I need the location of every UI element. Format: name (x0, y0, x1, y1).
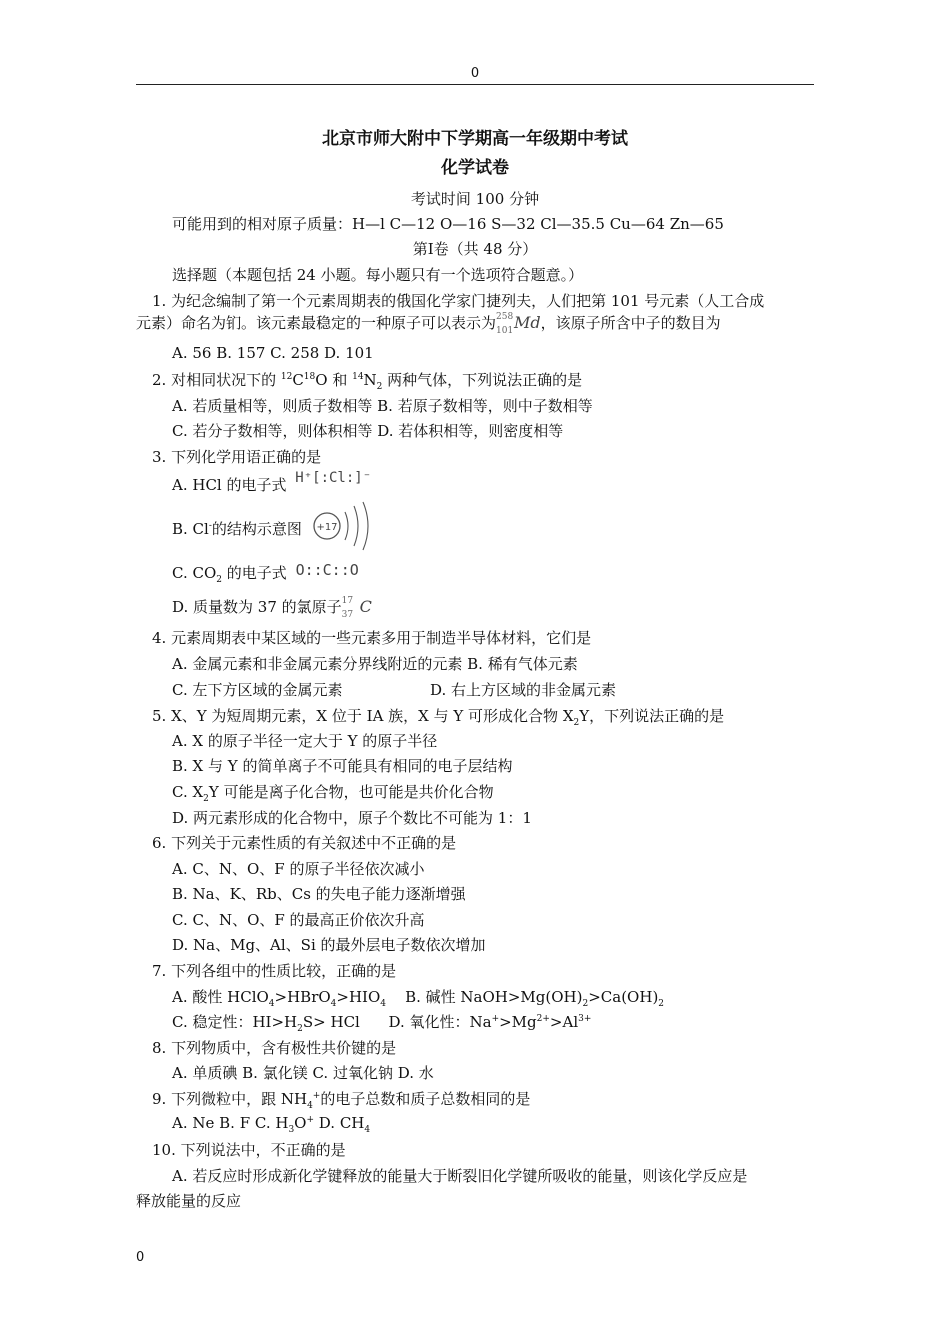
q3-option-d: D. 质量数为 37 的氯原子 17 37 C (172, 596, 372, 620)
q1-isotope-symbol: Md (514, 313, 541, 332)
q1-stem-line1: 1. 为纪念编制了第一个元素周期表的俄国化学家门捷列夫，人们把第 101 号元素（人工合成 (152, 292, 765, 310)
q6-option-a: A. C、N、O、F 的原子半径依次减小 (172, 860, 425, 878)
q6-option-c: C. C、N、O、F 的最高正价依次升高 (172, 911, 425, 929)
q3-nucleus-label: +17 (316, 522, 338, 533)
q2-options-ab: A. 若质量相等，则质子数相等 B. 若原子数相等，则中子数相等 (172, 397, 593, 415)
q7-stem: 7. 下列各组中的性质比较，正确的是 (152, 962, 397, 980)
exam-title: 北京市师大附中下学期高一年级期中考试 (322, 129, 628, 149)
q3-option-b: B. Cl-的结构示意图 +17 (172, 504, 373, 556)
q3-co2-electron-formula: O::C::O (295, 561, 359, 579)
q9-stem: 9. 下列微粒中，跟 $NH_4^+$的电子总数和质子总数相同的是 (152, 1090, 531, 1111)
q4-option-c: C. 左下方区域的金属元素 (172, 681, 343, 699)
atomic-masses: 可能用到的相对原子质量：H—l C—12 O—16 S—32 Cl—35.5 Cu—64 Zn—65 (172, 215, 724, 233)
q3-stem: 3. 下列化学用语正确的是 (152, 448, 322, 466)
q5-option-c: C. $X_2Y$ 可能是离子化合物，也可能是共价化合物 (172, 783, 494, 804)
exam-time: 考试时间 100 分钟 (410, 190, 540, 208)
exam-subtitle: 化学试卷 (441, 158, 509, 178)
q3-option-a: A. HCl 的电子式 H⁺[:Cl:]⁻ (172, 470, 372, 494)
q9-options: A. Ne B. F C. $H_3O^+$ D. $CH_4$ (172, 1114, 371, 1135)
q3-option-c: C. $CO_2$ 的电子式 O::C::O (172, 561, 359, 585)
q5-option-b: B. X 与 Y 的简单离子不可能具有相同的电子层结构 (172, 757, 513, 775)
part-heading: 第Ⅰ卷（共 48 分） (412, 240, 538, 258)
q2-stem: 2. 对相同状况下的 $^{12}C^{18}O$ 和 $^{14}N_2$ 两种气体，下列说法正确的是 (152, 371, 583, 392)
q3-cl-ion-structure-diagram (307, 500, 373, 552)
q10-option-a-line2: 释放能量的反应 (136, 1192, 242, 1210)
q4-options-ab: A. 金属元素和非金属元素分界线附近的元素 B. 稀有气体元素 (172, 655, 578, 673)
header-rule (136, 84, 814, 85)
q6-stem: 6. 下列关于元素性质的有关叙述中不正确的是 (152, 834, 457, 852)
q6-option-b: B. Na、K、Rb、Cs 的失电子能力逐渐增强 (172, 885, 466, 903)
q1-isotope: 258 101 (496, 312, 514, 336)
q8-options: A. 单质碘 B. 氯化镁 C. 过氧化钠 D. 水 (172, 1064, 434, 1082)
q2-options-cd: C. 若分子数相等，则体积相等 D. 若体积相等，则密度相等 (172, 422, 564, 440)
q6-option-d: D. Na、Mg、Al、Si 的最外层电子数依次增加 (172, 936, 486, 954)
q7-options-ab: A. 酸性 $HClO_4>HBrO_4>HIO_4$ B. 碱性 $NaOH>Mg(OH)_2>Ca(OH)_2$ (172, 988, 665, 1009)
q1-options: A. 56 B. 157 C. 258 D. 101 (172, 344, 374, 362)
q10-option-a-line1: A. 若反应时形成新化学键释放的能量大于断裂旧化学键所吸收的能量，则该化学反应是 (172, 1167, 748, 1185)
q4-option-d: D. 右上方区域的非金属元素 (430, 681, 617, 699)
q5-option-a: A. X 的原子半径一定大于 Y 的原子半径 (172, 732, 438, 750)
q5-option-d: D. 两元素形成的化合物中，原子个数比不可能为 1：1 (172, 809, 532, 827)
q4-stem: 4. 元素周期表中某区域的一些元素多用于制造半导体材料，它们是 (152, 629, 592, 647)
q1-stem-line2: 元素）命名为钔。该元素最稳定的一种原子可以表示为 258 101 Md，该原子所含中子的数目为 (136, 312, 721, 336)
q3-chlorine-isotope: 17 37 (341, 596, 354, 620)
footer-page-number: 0 (136, 1250, 145, 1265)
section-instruction: 选择题（本题包括 24 小题。每小题只有一个选项符合题意。） (172, 266, 584, 284)
q7-options-cd: C. 稳定性：$HI>H_2S>$ HCl D. 氧化性：$Na^+>Mg^{2+}>Al^{3+}$ (172, 1013, 592, 1034)
q10-stem: 10. 下列说法中，不正确的是 (152, 1141, 346, 1159)
q8-stem: 8. 下列物质中，含有极性共价键的是 (152, 1039, 397, 1057)
q3-hcl-electron-formula: H⁺[:Cl:]⁻ (295, 470, 372, 486)
q5-stem: 5. X、Y 为短周期元素，X 位于 IA 族，X 与 Y 可形成化合物 $X_2Y$，下列说法正确的是 (152, 707, 725, 728)
header-page-number: 0 (470, 66, 480, 81)
